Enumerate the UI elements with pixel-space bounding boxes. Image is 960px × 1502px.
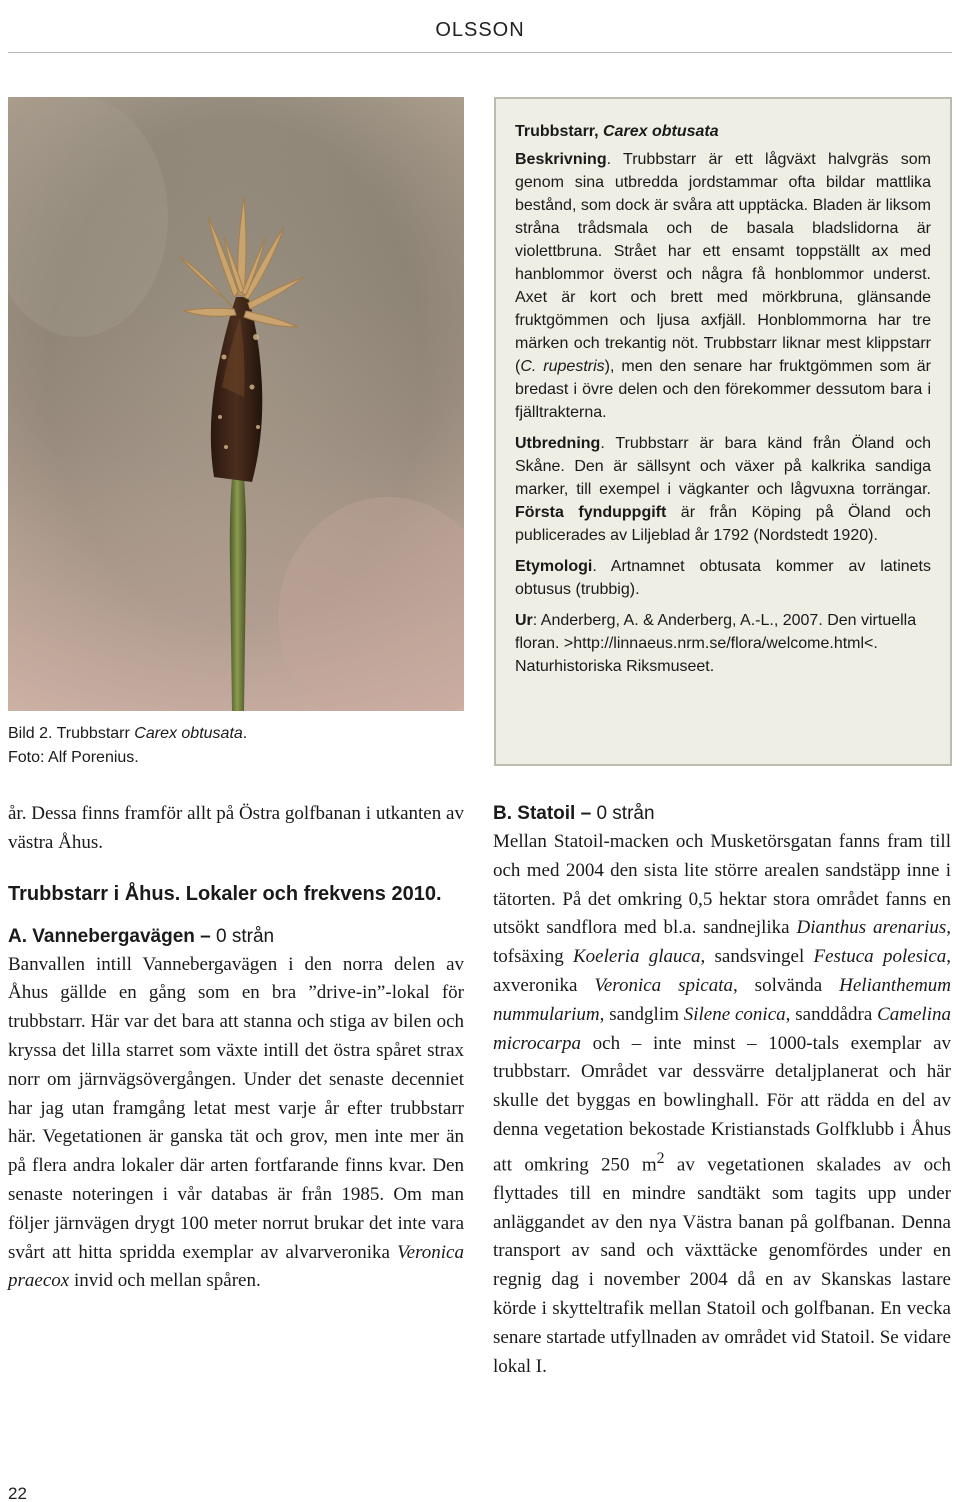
paragraph-b-text: , tofsäxing [493, 917, 951, 968]
subheading-a-title: A. Vannebergavägen – [8, 925, 211, 947]
caption-species: Carex obtusata [134, 725, 243, 742]
species-name: Helianthemum nummularium [493, 974, 952, 1025]
etymologi-text: . Artnamnet obtusata kommer av latinets obtusus (trubbig). [515, 558, 931, 598]
species-name: Dianthus arenarius [796, 917, 947, 939]
beskrivning-end: ), men den senare har fruktgömmen som är bredast i övre delen och den förekommer dessutom bara i fjälltrakterna. [515, 358, 932, 421]
section-heading: Trubbstarr i Åhus. Lokaler och frekvens 2010. [8, 882, 442, 905]
plant-photo-image [8, 97, 464, 711]
beskrivning-species: C. rupestris [520, 358, 605, 375]
paragraph-b-text: av vegetationen skalades av och flyttades till en mindre sandtäkt som tagits upp under anläggandet av den nya Västra banan på golfbanan. Denna transport av sand och växttäcke genomfördes under en regnig dag i november 2004 då en av Skanskas lastare körde i skytteltrafik mellan Statoil och golfbanan. En vecka senare startade utfyllnaden av området vid Statoil. Se vidare lokal I. [493, 1154, 952, 1377]
plant-photo [8, 97, 464, 711]
species-name: Veronica spicata [594, 974, 733, 996]
caption-period: . [242, 725, 248, 742]
subheading-a-count: 0 strån [210, 925, 275, 947]
paragraph-b-text: , sandsvingel [700, 946, 814, 968]
info-box-title [515, 120, 931, 143]
paragraph-b-text: Mellan Statoil-macken och Musketörsgatan fanns fram till och med 2004 den sista lite större arealen sandstäpp inne i tätorten. På det omkring 0,5 hektar stora området fanns en utsökt sandflora med bl.a. sandnejlika [493, 831, 951, 939]
utbredning-text: . Trubbstarr är bara känd från Öland och Skåne. Den är sällsynt och växer på kalkrika sandiga marker, till exempel i vägkanter och lågvuxna torrängar. [515, 435, 931, 498]
photo-caption [8, 722, 464, 770]
info-beskrivning [515, 148, 931, 424]
subheading-b-title: B. Statoil – [493, 803, 592, 824]
paragraph-b-text: och – inte minst – 1000-tals exemplar av trubbstarr. Området var dessvärre detaljplanerat och här skulle det byggas en bowlinghall. För att rädda en del av denna vegetation bekostade Kristianstads Golfklubb i Åhus att omkring 250 m [493, 1032, 951, 1176]
species-name: Koeleria glauca [573, 946, 701, 968]
superscript: 2 [656, 1149, 665, 1167]
species-name: Festuca polesica [813, 946, 947, 968]
info-source [515, 609, 931, 678]
info-utbredning [515, 432, 931, 547]
info-etymologi [515, 555, 931, 601]
page-number: 22 [8, 1484, 27, 1502]
caption-credit: Foto: Alf Porenius. [8, 749, 139, 766]
left-column [8, 800, 464, 1296]
species-name: Silene conica [683, 1003, 786, 1025]
paragraph-b-text: , sandglim [599, 1003, 684, 1025]
left-intro: år. Dessa finns framför allt på Östra golfbanan i utkanten av västra Åhus. [8, 803, 464, 853]
info-box-title-species: Carex obtusata [603, 123, 719, 140]
paragraph-a-end: invid och mellan spåren. [69, 1270, 261, 1292]
beskrivning-text: . Trubbstarr är ett lågväxt halvgräs som genom sina utbredda jordstammar ofta bildar mattlika bestånd, som dock är svåra att upptäcka. Bladen är liksom stråna trådsmala och de basala bladslidorna är violettbruna. Strået har ett ensamt toppställt ax med hanblommor överst och några få honblommor underst. Axet är kort och brett med mörkbruna, glänsande fruktgömmen och ljusa axfjäll. Honblommorna har tre märken och trekantig nöt. Trubbstarr liknar mest klippstarr ( [515, 151, 931, 375]
info-box-title-name: Trubbstarr, [515, 123, 604, 140]
species-info-box [494, 97, 952, 766]
beskrivning-label: Beskrivning [515, 151, 607, 168]
forsta-text: är från Köping på Öland och publicerades av Liljeblad år 1792 (Nordstedt 1920). [515, 504, 931, 544]
paragraph-a [8, 951, 464, 1297]
paragraph-b [493, 828, 951, 1381]
caption-text: Bild 2. Trubbstarr [8, 725, 135, 742]
paragraph-b-text: , solvända [733, 974, 840, 996]
source-text: : Anderberg, A. & Anderberg, A.-L., 2007. Den virtuella floran. >http://linnaeus.nrm.se/flora/welcome.html<. Naturhistoriska Riksmuseet. [515, 612, 917, 675]
paragraph-b-text: , axveronika [493, 946, 952, 996]
subheading-a [8, 923, 464, 951]
utbredning-label: Utbredning [515, 435, 601, 452]
species-name: Camelina microcarpa [493, 1003, 951, 1054]
caption-line-1 [8, 722, 464, 746]
paragraph-b-text: , sanddådra [785, 1003, 878, 1025]
forsta-label: Första fynduppgift [515, 504, 667, 521]
header-rule [8, 52, 952, 53]
page-header [0, 0, 960, 52]
running-head: OLSSON [435, 19, 525, 41]
subheading-b [493, 800, 951, 828]
source-label: Ur [515, 612, 533, 629]
paragraph-a-species: Veronica praecox [8, 1241, 464, 1292]
etymologi-label: Etymologi [515, 558, 593, 575]
paragraph-a-text: Banvallen intill Vannebergavägen i den norra delen av Åhus gällde en gång som en bra ”drive-in”-lokal för trubbstarr. Här var det bara att stanna och stiga av bilen och kryssa det lilla starret som växte intill det östra spåret strax norr om järnvägsövergången. Under det senaste decenniet har jag utan framgång letat mest varje år efter trubbstarr här. Vegetationen är ganska tät och grov, men inte mer än på flera andra lokaler där arten fortfarande finns kvar. Den senaste noteringen i vår databas är från 1985. Om man följer järnvägen drygt 100 meter norrut brukar det inte vara svårt att hitta spridda exemplar av alvarveronika [8, 953, 464, 1263]
subheading-b-count: 0 strån [591, 803, 655, 824]
right-column [493, 800, 951, 1381]
